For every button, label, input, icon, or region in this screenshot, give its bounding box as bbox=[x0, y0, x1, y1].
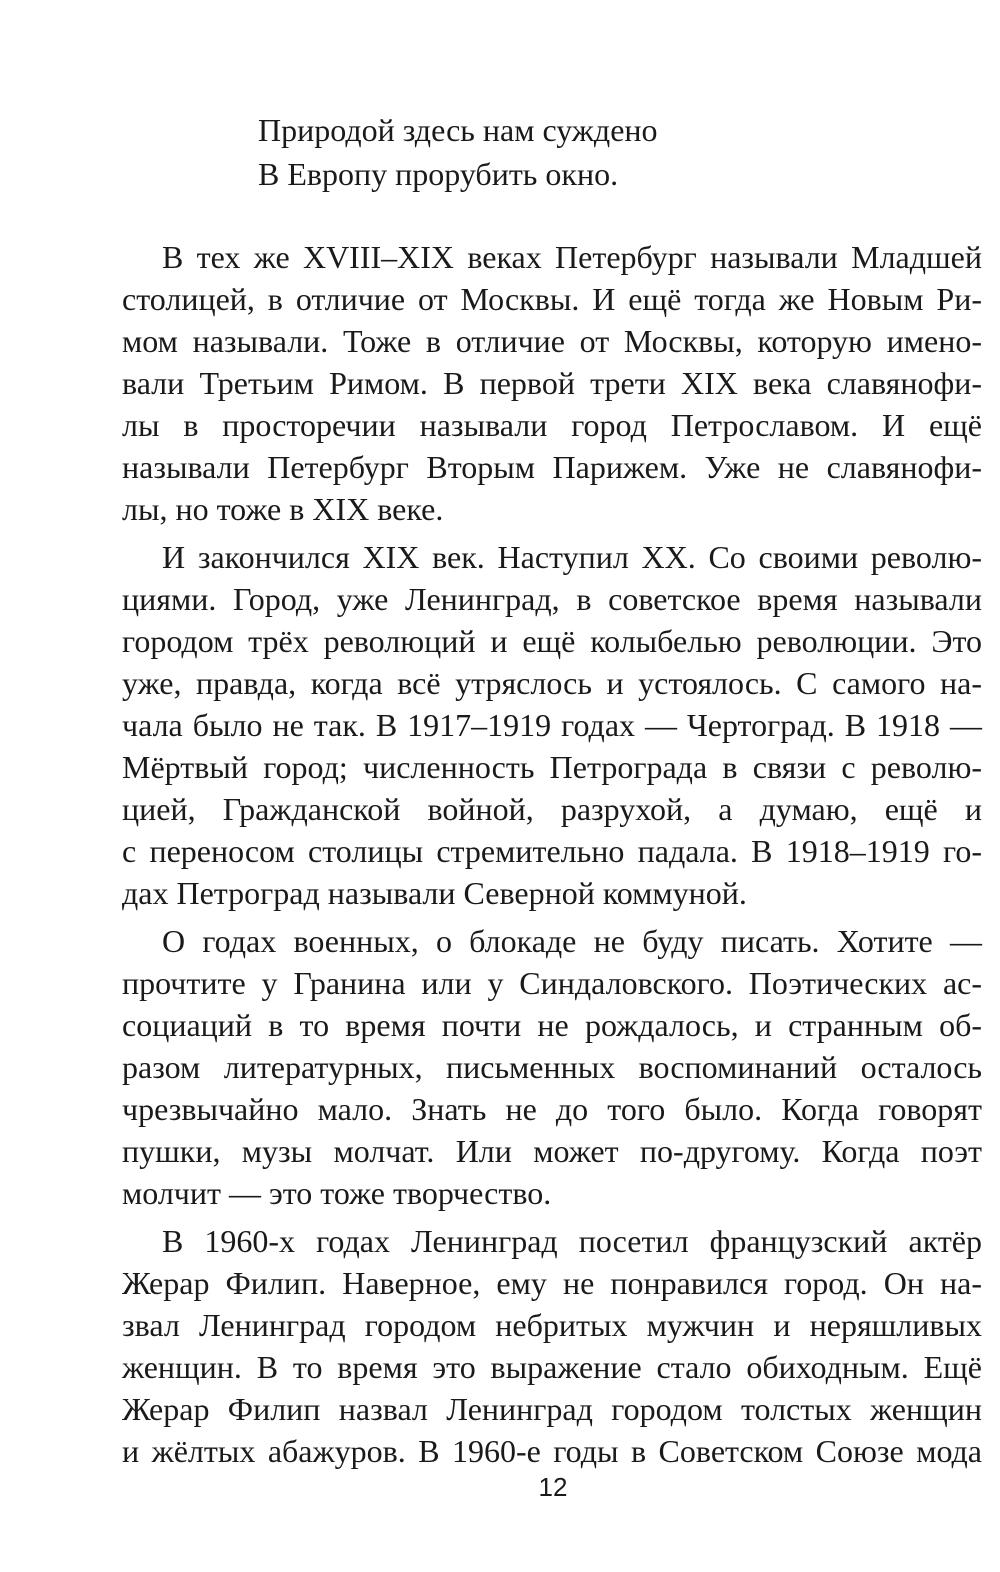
text-line: лы в просторечии называли город Петрославом. И ещё bbox=[122, 407, 982, 443]
text-line: О годах военных, о блокаде не буду писать. Хотите — bbox=[162, 923, 982, 959]
text-line: городом трёх революций и ещё колыбелью революции. Это bbox=[122, 623, 982, 659]
text-line: цией, Гражданской войной, разрухой, а думаю, ещё и bbox=[122, 791, 982, 827]
paragraph bbox=[122, 1220, 982, 1472]
text-line: дах Петроград называли Северной коммуной. bbox=[122, 875, 747, 911]
text-line: В 1960-х годах Ленинград посетил французский актёр bbox=[162, 1223, 982, 1259]
text-line: и жёлтых абажуров. В 1960-е годы в Советском Союзе мода bbox=[122, 1433, 982, 1469]
paragraph bbox=[122, 536, 982, 914]
text-line: Жерар Филип назвал Ленинград городом толстых женщин bbox=[122, 1391, 982, 1427]
text-line: Жерар Филип. Наверное, ему не понравился город. Он на- bbox=[122, 1265, 982, 1301]
text-line: женщин. В то время это выражение стало обиходным. Ещё bbox=[122, 1349, 982, 1385]
page-number: 12 bbox=[538, 1472, 568, 1502]
text-line: прочтите у Гранина или у Синдаловского. Поэтических ас- bbox=[122, 965, 982, 1001]
text-line: звал Ленинград городом небритых мужчин и неряшливых bbox=[122, 1307, 982, 1343]
text-line: называли Петербург Вторым Парижем. Уже не славянофи- bbox=[122, 449, 982, 485]
text-line: разом литературных, письменных воспоминаний осталось bbox=[122, 1049, 982, 1085]
text-line: уже, правда, когда всё утряслось и устоялось. С самого на- bbox=[122, 665, 982, 701]
verse-line: Природой здесь нам суждено bbox=[258, 112, 658, 148]
text-line: молчит — это тоже творчество. bbox=[122, 1175, 552, 1211]
text-line: вали Третьим Римом. В первой трети XIX века славянофи- bbox=[122, 365, 982, 401]
paragraph bbox=[122, 920, 982, 1214]
body-text bbox=[122, 236, 982, 1472]
paragraph bbox=[122, 236, 982, 530]
text-line: Мёртвый город; численность Петрограда в связи с револю- bbox=[122, 749, 982, 785]
text-line: пушки, музы молчат. Или может по-другому. Когда поэт bbox=[122, 1133, 982, 1169]
text-line: И закончился XIX век. Наступил XX. Со своими револю- bbox=[162, 539, 982, 575]
text-line: чала было не так. В 1917–1919 годах — Чертоград. В 1918 — bbox=[122, 707, 982, 743]
text-line: мом называли. Тоже в отличие от Москвы, которую имено- bbox=[122, 323, 982, 359]
text-line: лы, но тоже в XIX веке. bbox=[122, 491, 444, 527]
text-line: социаций в то время почти не рождалось, и странным об- bbox=[122, 1007, 982, 1043]
text-line: В тех же XVIII–XIX веках Петербург называли Младшей bbox=[162, 239, 982, 275]
text-line: с переносом столицы стремительно падала. В 1918–1919 го- bbox=[122, 833, 982, 869]
verse-line: В Европу прорубить окно. bbox=[258, 156, 619, 192]
verse-quote bbox=[258, 108, 658, 196]
text-line: столицей, в отличие от Москвы. И ещё тогда же Новым Ри- bbox=[122, 281, 982, 317]
text-line: чрезвычайно мало. Знать не до того было. Когда говорят bbox=[122, 1091, 982, 1127]
text-line: циями. Город, уже Ленинград, в советское время называли bbox=[122, 581, 982, 617]
